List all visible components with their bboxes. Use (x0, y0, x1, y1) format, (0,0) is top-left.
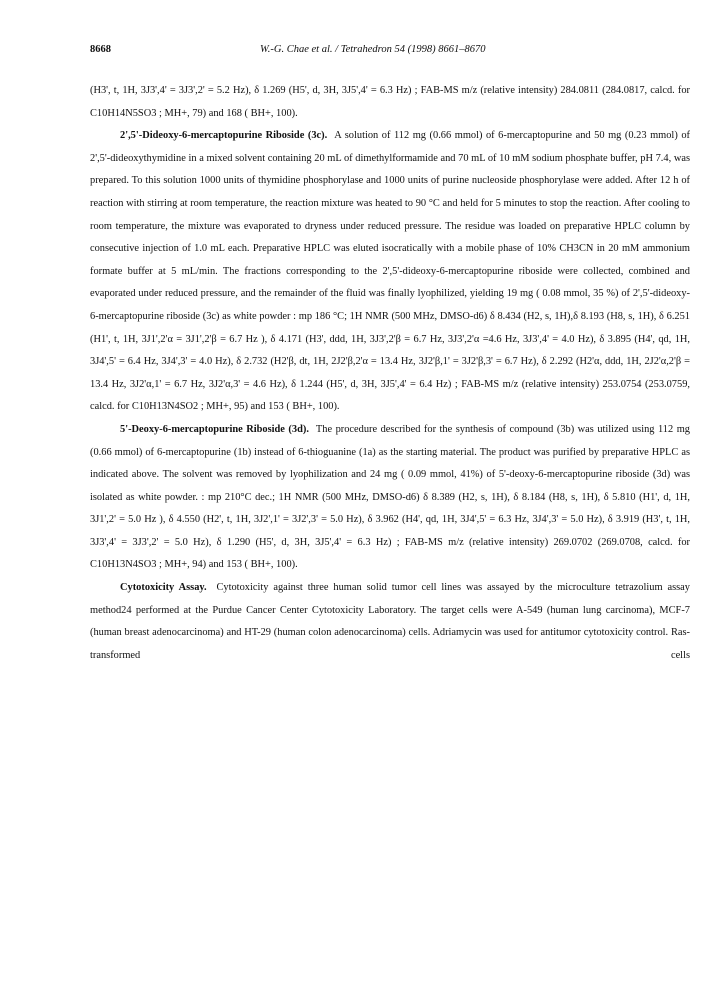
paragraph-cytotoxicity (90, 577, 690, 667)
paragraph-3d (90, 419, 690, 577)
paragraph-text: Cytotoxicity against three human solid tumor cell lines was assayed by the microculture tetrazolium assay method24 performed at the Purdue Cancer Center Cytotoxicity Laboratory. The target cells were A-549 (human lung carcinoma), MCF-7 (human breast adenocarcinoma) and HT-29 (human colon adenocarcinoma) cells. Adriamycin was used for antitumor cytotoxicity control. Ras-transformed cells (90, 582, 690, 661)
section-heading: 2',5'-Dideoxy-6-mercaptopurine Riboside (3c). (120, 130, 328, 142)
paragraph-continuation (90, 80, 690, 125)
paragraph-3c (90, 125, 690, 419)
body-text (90, 80, 690, 667)
running-title: W.-G. Chae et al. / Tetrahedron 54 (1998) 8661–8670 (260, 44, 486, 55)
paragraph-text: The procedure described for the synthesis of compound (3b) was utilized using 112 mg (0.66 mmol) of 6-mercaptopurine (1b) instead of 6-thioguanine (1a) as the starting material. The product was purified by preparative HPLC as indicated above. The solvent was removed by lyophilization and 24 mg ( 0.09 mmol, 41%) of 5'-deoxy-6-mercaptopurine riboside (3d) was isolated as white powder. : mp 210°C dec.; 1H NMR (500 MHz, DMSO-d6) δ 8.389 (H2, s, 1H), δ 8.184 (H8, s, 1H), δ 5.810 (H1', d, 1H, 3J1',2' = 5.0 Hz ), δ 4.550 (H2', t, 1H, 3J2',1' = 3J2',3' = 5.0 Hz), δ 3.962 (H4', qd, 1H, 3J4',5' = 6.3 Hz, 3J4',3' = 5.0 Hz), δ 3.919 (H3', t, 1H, 3J3',4' = 3J3',2' = 5.0 Hz), δ 1.290 (H5', d, 3H, 3J5',4' = 6.3 Hz) ; FAB-MS m/z (relative intensity) 269.0702 (269.0708, calcd. for C10H13N4SO3 ; MH+, 94) and 153 ( BH+, 100). (90, 423, 690, 571)
page-number: 8668 (90, 44, 111, 55)
paragraph-text: (H3', t, 1H, 3J3',4' = 3J3',2' = 5.2 Hz), δ 1.269 (H5', d, 3H, 3J5',4' = 6.3 Hz) ; FAB-MS m/z (relative intensity) 284.0811 (284.0817, calcd. for C10H14N5SO3 ; MH+, 79) and 168 ( BH+, 100). (90, 85, 690, 119)
paragraph-text: A solution of 112 mg (0.66 mmol) of 6-mercaptopurine and 50 mg (0.23 mmol) of 2',5'-dideoxythymidine in a mixed solvent containing 20 mL of dimethylformamide and 70 mL of 10 mM sodium phosphate buffer, pH 7.4, was prepared. To this solution 1000 units of thymidine phosphorylase and 1000 units of purine nucleoside phosphorylase were added. After 12 h of reaction with stirring at room temperature, the reaction mixture was heated to 90 °C and held for 5 minutes to stop the reaction. After cooling to room temperature, the mixture was evaporated to dryness under reduced pressure. The residue was loaded on preparative HPLC column by consecutive injection of 1.0 mL each. Preparative HPLC was eluted isocratically with a mobile phase of 10% CH3CN in 20 mM ammonium formate buffer at 5 mL/min. The fractions corresponding to the 2',5'-dideoxy-6-mercaptopurine riboside were collected, combined and evaporated under reduced pressure, and the remainder of the fluid was finally lyophilized, yielding 19 mg ( 0.08 mmol, 35 %) of 2',5'-dideoxy-6-mercaptopurine riboside (3c) as white powder : mp 186 °C; 1H NMR (500 MHz, DMSO-d6) δ 8.434 (H2, s, 1H),δ 8.193 (H8, s, 1H), δ 6.251 (H1', t, 1H, 3J1',2'α = 3J1',2'β = 6.7 Hz ), δ 4.171 (H3', ddd, 1H, 3J3',2'β = 6.7 Hz, 3J3',2'α =4.6 Hz, 3J3',4' = 4.0 Hz), δ 3.895 (H4', qd, 1H, 3J4',5' = 6.4 Hz, 3J4',3' = 4.0 Hz), δ 2.732 (H2'β, dt, 1H, 2J2'β,2'α = 13.4 Hz, 3J2'β,1' = 3J2'β,3' = 6.7 Hz), δ 2.292 (H2'α, ddd, 1H, 2J2'α,2'β = 13.4 Hz, 3J2'α,1' = 6.7 Hz, 3J2'α,3' = 4.6 Hz), δ 1.244 (H5', d, 3H, 3J5',4' = 6.4 Hz) ; FAB-MS m/z (relative intensity) 253.0754 (253.0759, calcd. for C10H13N4SO2 ; MH+, 95) and 153 ( BH+, 100). (90, 130, 690, 413)
section-heading: Cytotoxicity Assay. (120, 582, 207, 594)
page-header (90, 44, 690, 58)
section-heading: 5'-Deoxy-6-mercaptopurine Riboside (3d). (120, 423, 309, 435)
